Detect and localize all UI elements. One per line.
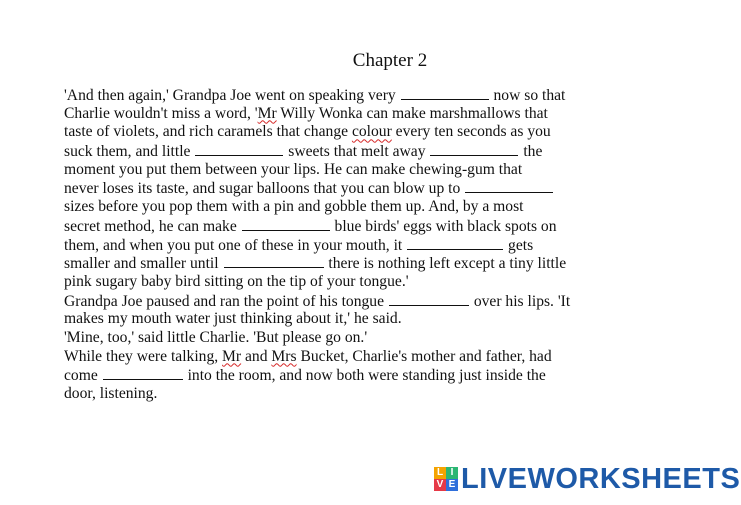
logo-text: LIVEWORKSHEETS [461,463,741,495]
spellcheck-flagged-word: colour [351,123,392,141]
text-segment: every ten seconds as you [391,123,551,141]
text-line [64,329,700,348]
text-line [64,161,700,180]
text-segment: taste of violets, and rich caramels that change [64,123,352,141]
text-segment: makes my mouth water just thinking about it,' he said. [64,310,402,328]
text-line [64,292,700,311]
answer-blank[interactable] [389,292,469,306]
logo-mark-letter: L [434,467,446,479]
text-line [64,105,700,124]
text-segment: smaller and smaller until [64,255,223,273]
passage-text [64,86,700,404]
answer-blank[interactable] [407,236,503,250]
text-line [64,198,700,217]
logo-mark-letter: E [446,479,458,491]
text-segment: pink sugary baby bird sitting on the tip of your tongue.' [64,272,409,290]
text-segment: and [241,347,272,365]
text-line [64,86,700,105]
spellcheck-flagged-word: Mr [257,104,277,122]
text-segment: the [519,143,543,161]
text-segment: never loses its taste, and sugar balloons that you can blow up to [64,180,465,198]
text-segment: Willy Wonka can make marshmallows that [276,104,548,122]
text-line [64,273,700,292]
answer-blank[interactable] [401,86,489,100]
text-segment: While they were talking, [64,347,223,365]
spellcheck-flagged-word: Mr [222,347,242,365]
text-segment: sizes before you pop them with a pin and gobble them up. And, by a most [64,198,524,216]
logo-mark-letter: I [446,467,458,479]
logo-mark-letter: V [434,479,446,491]
text-line [64,310,700,329]
text-segment: blue birds' eggs with black spots on [330,217,557,235]
answer-blank[interactable] [224,254,324,268]
text-segment: them, and when you put one of these in your mouth, it [64,236,407,254]
text-segment: come [64,367,102,385]
text-segment: now so that [489,87,566,104]
text-line [64,236,700,255]
text-segment: door, listening. [64,385,158,402]
text-line [64,366,700,385]
answer-blank[interactable] [195,142,283,156]
text-segment: 'And then again,' Grandpa Joe went on speaking very [64,87,400,104]
text-segment: into the room, and now both were standing just inside the [183,367,546,385]
text-line [64,142,700,161]
liveworksheets-logo [434,463,740,495]
answer-blank[interactable] [242,217,330,231]
text-segment: secret method, he can make [64,217,241,235]
spellcheck-flagged-word: Mrs [271,347,297,365]
text-line [64,217,700,236]
liveworksheets-logo-icon [434,467,458,491]
chapter-title: Chapter 2 [352,50,428,71]
text-segment: suck them, and little [64,143,195,161]
text-segment: there is nothing left except a tiny little [324,255,567,273]
answer-blank[interactable] [465,179,553,193]
text-segment: Charlie wouldn't miss a word, ' [64,104,258,122]
answer-blank[interactable] [430,142,518,156]
text-segment: sweets that melt away [284,143,430,161]
text-segment: Grandpa Joe paused and ran the point of his tongue [64,292,388,310]
text-segment: Bucket, Charlie's mother and father, had [296,347,552,365]
answer-blank[interactable] [103,366,183,380]
text-line [64,123,700,142]
text-segment: 'Mine, too,' said little Charlie. 'But please go on.' [64,328,368,346]
text-segment: moment you put them between your lips. He can make chewing-gum that [64,160,523,178]
text-segment: gets [504,236,534,254]
text-line [64,254,700,273]
text-line [64,348,700,367]
text-segment: over his lips. 'It [469,292,571,310]
text-line [64,385,700,404]
text-line [64,179,700,198]
